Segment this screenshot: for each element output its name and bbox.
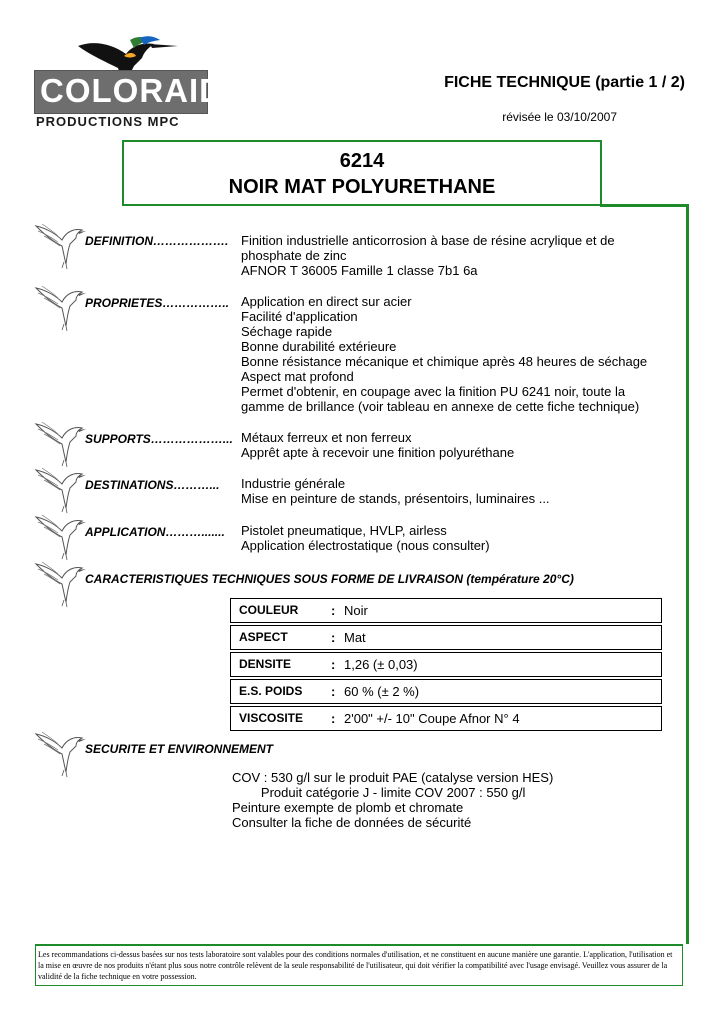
- spec-row: [230, 652, 662, 677]
- revision-date: révisée le 03/10/2007: [502, 110, 617, 124]
- proprietes-label: PROPRIETES……………..: [85, 296, 230, 310]
- spec-key: ASPECT: [239, 630, 288, 644]
- proprietes-line: Bonne durabilité extérieure: [241, 339, 397, 354]
- product-code: 6214: [339, 150, 385, 172]
- spec-value: 2'00" +/- 10" Coupe Afnor N° 4: [344, 711, 520, 726]
- spec-colon: :: [331, 711, 336, 726]
- definition-label: DEFINITION……………….: [85, 234, 229, 248]
- company-logo: [34, 36, 224, 132]
- securite-label: SECURITE ET ENVIRONNEMENT: [85, 742, 274, 756]
- securite-line: COV : 530 g/l sur le produit PAE (catalyse version HES): [232, 770, 554, 785]
- spec-colon: :: [331, 603, 336, 618]
- bird-sketch-icon: [34, 466, 86, 514]
- spec-key: E.S. POIDS: [239, 684, 303, 698]
- bird-sketch-icon: [34, 420, 86, 468]
- definition-line: Finition industrielle anticorrosion à base de résine acrylique et de: [241, 233, 615, 248]
- proprietes-line: Séchage rapide: [241, 324, 333, 339]
- securite-line: Peinture exempte de plomb et chromate: [232, 800, 464, 815]
- spec-row: [230, 598, 662, 623]
- spec-value: 60 % (± 2 %): [344, 684, 420, 699]
- bird-sketch-icon: [34, 730, 86, 778]
- fiche-title: FICHE TECHNIQUE (partie 1 / 2): [444, 74, 685, 91]
- spec-row: [230, 706, 662, 731]
- proprietes-line: Aspect mat profond: [241, 369, 354, 384]
- destinations-line: Industrie générale: [241, 476, 346, 491]
- product-title-box: [122, 140, 602, 206]
- spec-row: [230, 679, 662, 704]
- proprietes-line: Facilité d'application: [241, 309, 358, 324]
- logo-tagline: PRODUCTIONS MPC: [36, 114, 180, 129]
- application-line: Application électrostatique (nous consulter): [241, 538, 490, 553]
- disclaimer: Les recommandations ci-dessus basées sur nos tests laboratoire sont valables pour des conditions normales d'utilisation, et ne constituent en aucune manière une garantie. L'application, l'utilisation et la mise en œuvre de nos produits n'étant plus sous notre contrôle relèvent de la seule responsabilité de l'utilisateur, qui doit vérifier la compatibilité avec l'usage envisagé. Veuillez vous assurer de la validité de la fiche technique en votre possession.: [35, 944, 683, 986]
- definition-line: AFNOR T 36005 Famille 1 classe 7b1 6a: [241, 263, 478, 278]
- proprietes-body: [241, 294, 647, 414]
- destinations-label: DESTINATIONS………...: [85, 478, 220, 492]
- definition-body: [241, 233, 615, 278]
- securite-body: [232, 770, 553, 830]
- securite-line: Consulter la fiche de données de sécurité: [232, 815, 472, 830]
- supports-label: SUPPORTS………………...: [85, 432, 233, 446]
- application-label: APPLICATION……….......: [85, 525, 225, 539]
- supports-line: Apprêt apte à recevoir une finition polyuréthane: [241, 445, 515, 460]
- securite-line: Produit catégorie J - limite COV 2007 : 550 g/l: [232, 785, 526, 800]
- spec-colon: :: [331, 630, 336, 645]
- destinations-line: Mise en peinture de stands, présentoirs, luminaires ...: [241, 491, 550, 506]
- product-name: NOIR MAT POLYURETHANE: [228, 176, 496, 198]
- spec-colon: :: [331, 684, 336, 699]
- proprietes-line: gamme de brillance (voir tableau en annexe de cette fiche technique): [241, 399, 640, 414]
- application-body: [241, 523, 490, 553]
- bird-sketch-icon: [34, 560, 86, 608]
- caracteristiques-label: CARACTERISTIQUES TECHNIQUES SOUS FORME DE LIVRAISON (température 20°C): [85, 572, 574, 586]
- supports-body: [241, 430, 514, 460]
- supports-line: Métaux ferreux et non ferreux: [241, 430, 412, 445]
- spec-key: VISCOSITE: [239, 711, 304, 725]
- frame-border-top: [600, 204, 689, 207]
- proprietes-line: Bonne résistance mécanique et chimique après 48 heures de séchage: [241, 354, 648, 369]
- spec-row: [230, 625, 662, 650]
- destinations-body: [241, 476, 550, 506]
- application-line: Pistolet pneumatique, HVLP, airless: [241, 523, 447, 538]
- spec-key: COULEUR: [239, 603, 299, 617]
- proprietes-line: Application en direct sur acier: [241, 294, 412, 309]
- spec-colon: :: [331, 657, 336, 672]
- definition-line: phosphate de zinc: [241, 248, 347, 263]
- spec-table: [230, 598, 662, 733]
- proprietes-line: Permet d'obtenir, en coupage avec la finition PU 6241 noir, toute la: [241, 384, 626, 399]
- bird-sketch-icon: [34, 222, 86, 270]
- bird-sketch-icon: [34, 284, 86, 332]
- spec-value: Noir: [344, 603, 368, 618]
- spec-key: DENSITE: [239, 657, 292, 671]
- bird-sketch-icon: [34, 513, 86, 561]
- spec-value: Mat: [344, 630, 366, 645]
- frame-border-right: [686, 204, 689, 944]
- logo-wordmark: COLORAID: [40, 72, 224, 109]
- spec-value: 1,26 (± 0,03): [344, 657, 418, 672]
